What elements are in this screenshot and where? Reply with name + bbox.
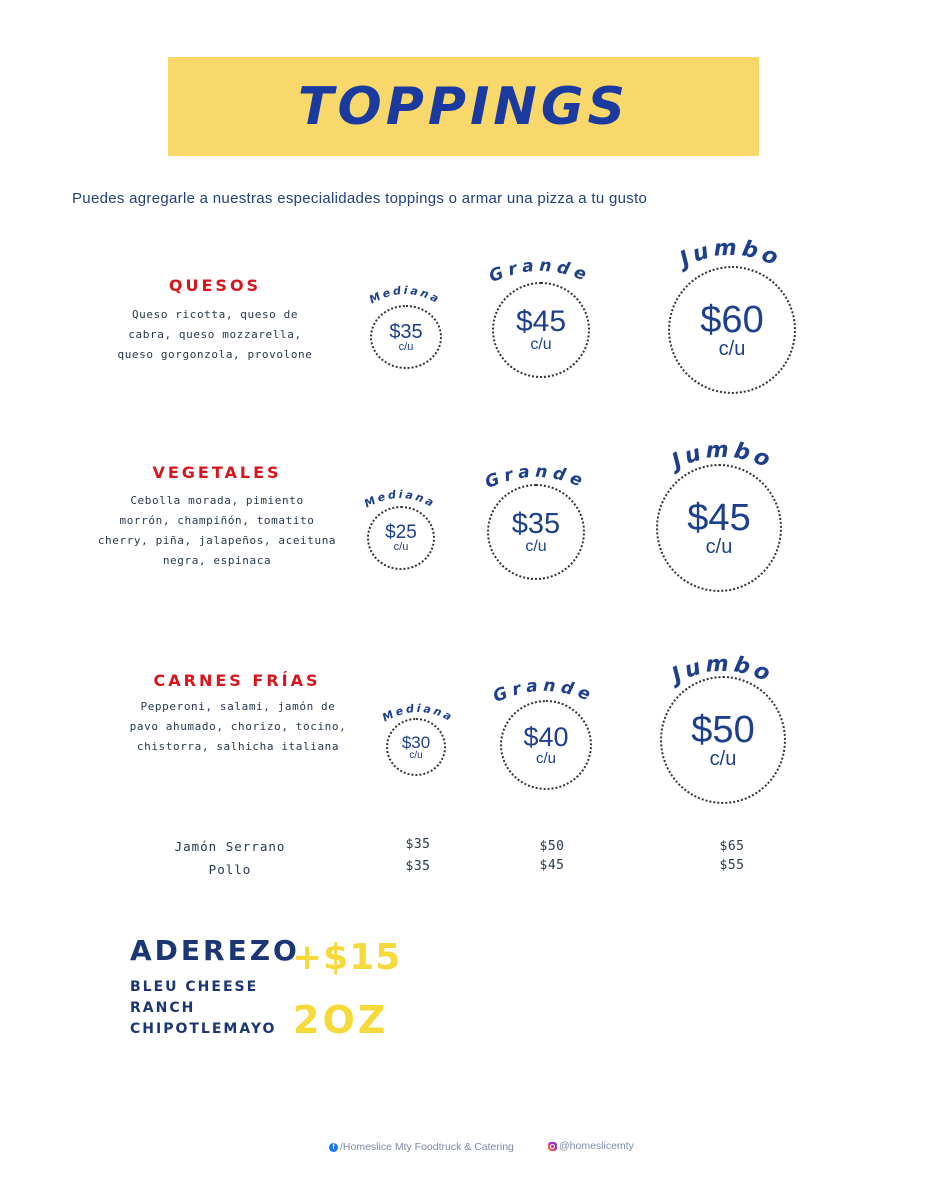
svg-text:Mediana: Mediana	[362, 487, 438, 511]
aderezo-amount: 2OZ	[293, 998, 389, 1042]
category-title-carnes-frias: CARNES FRÍAS	[153, 671, 321, 690]
extra-price-medium: $35	[405, 837, 431, 852]
extra-name-jamon-serrano: Jamón Serrano	[174, 839, 286, 854]
category-description-quesos: Queso ricotta, queso de cabra, queso mozzarella, queso gorgonzola, provolone	[117, 308, 313, 361]
footer-facebook[interactable]	[329, 1141, 514, 1153]
price-circle-medium: $35 c/u	[370, 305, 442, 369]
svg-text:Mediana: Mediana	[367, 283, 443, 307]
aderezo-item: CHIPOTLEMAYO	[130, 1021, 277, 1037]
category-description-vegetales: Cebolla morada, pimiento morrón, champiñón, tomatito cherry, piña, jalapeños, aceituna negra, espinaca	[97, 494, 337, 567]
svg-text:Jumbo: Jumbo	[668, 437, 778, 475]
price-circle-large: $45 c/u	[492, 282, 590, 378]
svg-text:Grande: Grande	[490, 675, 598, 708]
svg-text:Mediana: Mediana	[380, 701, 456, 725]
footer-instagram[interactable]	[548, 1140, 634, 1152]
instagram-icon	[548, 1142, 557, 1151]
page-title: TOPPINGS	[298, 76, 629, 137]
aderezo-item: BLEU CHEESE	[130, 979, 259, 995]
extra-price-jumbo: $55	[719, 858, 745, 873]
price-circle-large: $40 c/u	[500, 700, 592, 790]
category-title-quesos: QUESOS	[168, 276, 262, 295]
extra-price-medium: $35	[405, 859, 431, 874]
aderezo-price: +$15	[292, 937, 402, 978]
svg-text:Jumbo: Jumbo	[676, 235, 786, 273]
intro-text: Puedes agregarle a nuestras especialidades toppings o armar una pizza a tu gusto	[72, 190, 648, 207]
facebook-icon: f	[329, 1143, 338, 1152]
title-banner	[168, 57, 759, 156]
facebook-handle: /Homeslice Mty Foodtruck & Catering	[340, 1141, 514, 1153]
price-circle-jumbo: $60 c/u	[668, 266, 796, 394]
extra-price-jumbo: $65	[719, 839, 745, 854]
aderezo-title: ADEREZO	[130, 934, 300, 967]
price-circle-medium: $30 c/u	[386, 718, 446, 776]
extra-price-large: $45	[539, 858, 565, 873]
category-title-vegetales: VEGETALES	[152, 463, 282, 482]
price-circle-large: $35 c/u	[487, 484, 585, 580]
extra-price-large: $50	[539, 839, 565, 854]
instagram-handle: @homeslicemty	[559, 1140, 634, 1152]
extra-name-pollo: Pollo	[208, 862, 252, 877]
svg-text:Jumbo: Jumbo	[668, 651, 778, 689]
svg-text:Grande: Grande	[482, 461, 590, 494]
price-circle-jumbo: $45 c/u	[656, 464, 782, 592]
price-circle-jumbo: $50 c/u	[660, 676, 786, 804]
aderezo-item: RANCH	[130, 1000, 196, 1016]
category-description-carnes-frias: Pepperoni, salami, jamón de pavo ahumado, chorizo, tocino, chistorra, salhicha italiana	[129, 700, 347, 753]
svg-text:Grande: Grande	[486, 255, 594, 288]
price-circle-medium: $25 c/u	[367, 506, 435, 570]
